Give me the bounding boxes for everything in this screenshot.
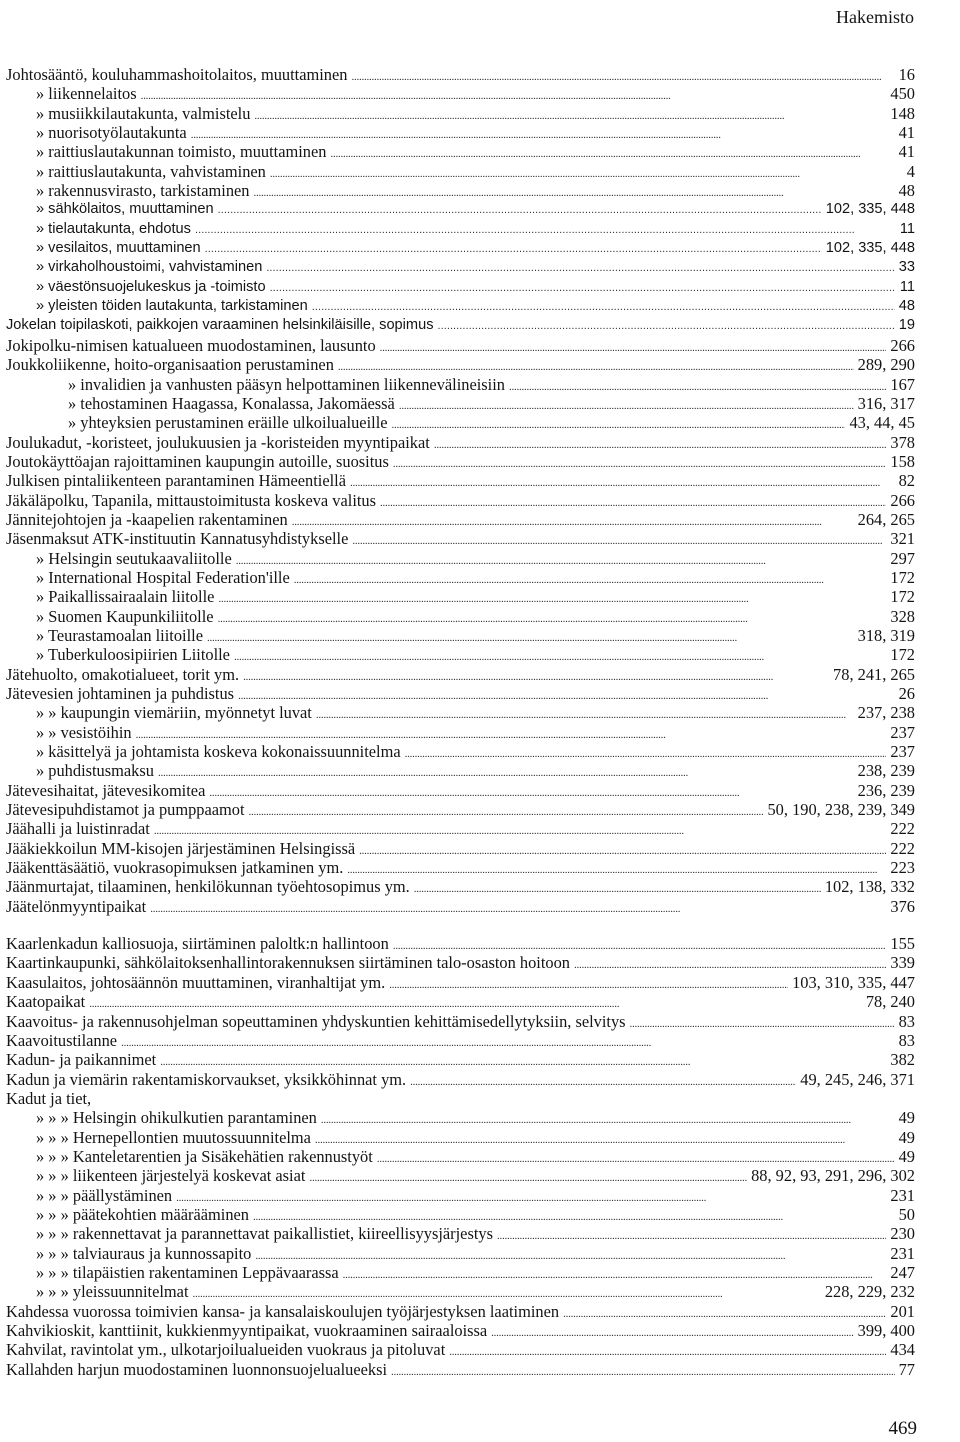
- entry-pages: 77: [898, 1359, 915, 1379]
- index-entry: [6, 587, 915, 606]
- entry-term: Kadun- ja paikannimet: [6, 1050, 157, 1070]
- index-entry: [6, 1186, 915, 1205]
- entry-term: » invalidien ja vanhusten pääsyn helpottaminen liikennevälineisiin: [68, 374, 505, 394]
- index-entry: [6, 703, 915, 722]
- entry-pages: 11: [899, 278, 915, 295]
- entry-pages: 158: [890, 451, 915, 471]
- index-list: [6, 65, 915, 1379]
- entry-pages: 4: [906, 161, 915, 181]
- index-entry: [6, 1263, 915, 1282]
- entry-term: Jokelan toipilaskoti, paikkojen varaaminen helsinkiläisille, sopimus: [6, 317, 434, 334]
- entry-pages: 399, 400: [857, 1321, 915, 1340]
- entry-pages: 50, 190, 238, 239, 349: [767, 800, 915, 820]
- entry-pages: 328: [890, 606, 915, 626]
- index-entry: [6, 413, 915, 432]
- entry-term: Kaarlenkadun kalliosuoja, siirtäminen paloltk:n hallintoon: [6, 934, 389, 954]
- entry-pages: 222: [890, 819, 915, 839]
- index-entry: [6, 1012, 915, 1031]
- entry-pages: 82: [898, 471, 915, 491]
- entry-pages: 236, 239: [857, 780, 915, 800]
- index-entry: [6, 220, 915, 239]
- entry-pages: 172: [890, 567, 915, 587]
- entry-term: Jätevesipuhdistamot ja pumppaamot: [6, 800, 245, 820]
- entry-term: » väestönsuojelukeskus ja -toimisto: [36, 278, 266, 295]
- entry-term: Jätehuolto, omakotialueet, torit ym.: [6, 664, 240, 684]
- entry-pages: 231: [890, 1185, 915, 1205]
- index-entry: [6, 897, 915, 916]
- entry-term: Jääkenttäsäätiö, vuokrasopimuksen jatkaminen ym.: [6, 858, 344, 878]
- entry-term: » nuorisotyölautakunta: [36, 123, 187, 143]
- entry-term: Kaavoitustilanne: [6, 1030, 118, 1050]
- entry-pages: 172: [890, 587, 915, 607]
- index-entry: [6, 491, 915, 510]
- index-entry: [6, 934, 915, 953]
- index-entry: [6, 1050, 915, 1069]
- dot-leader: [218, 200, 822, 220]
- dot-leader: [391, 1360, 895, 1382]
- index-entry: [6, 665, 915, 684]
- entry-term: » rakennusvirasto, tarkistaminen: [36, 181, 250, 201]
- index-group-j: [6, 65, 915, 916]
- entry-term: » virkaholhoustoimi, vahvistaminen: [36, 259, 263, 276]
- entry-term: » yleisten töiden lautakunta, tarkistaminen: [36, 298, 308, 315]
- entry-term: » » kaupungin viemäriin, myönnetyt luvat: [36, 703, 312, 723]
- entry-pages: 49: [898, 1146, 915, 1166]
- index-entry: [6, 471, 915, 490]
- entry-pages: 172: [890, 645, 915, 665]
- entry-term: Kaavoitus- ja rakennusohjelman sopeuttaminen yhdyskuntien kehittämisedellytyksiin, selvitys: [6, 1011, 626, 1031]
- entry-pages: 289, 290: [857, 355, 915, 375]
- index-entry: [6, 819, 915, 838]
- dot-leader: [410, 1070, 796, 1092]
- index-entry: [6, 549, 915, 568]
- index-entry: [6, 355, 915, 374]
- index-entry: [6, 742, 915, 761]
- index-entry: [6, 1205, 915, 1224]
- entry-pages: 378: [890, 432, 915, 452]
- entry-term: Kahdessa vuorossa toimivien kansa- ja kansalaiskoulujen työjärjestyksen laatiminen: [6, 1301, 560, 1321]
- entry-pages: 382: [890, 1050, 915, 1070]
- entry-term: » » » päätekohtien määrääminen: [36, 1204, 249, 1224]
- entry-pages: 238, 239: [857, 761, 915, 781]
- entry-term: » sähkölaitos, muuttaminen: [36, 201, 214, 218]
- entry-term: » Teurastamoalan liitoille: [36, 625, 203, 645]
- index-entry: [6, 278, 915, 297]
- entry-pages: 228, 229, 232: [824, 1282, 915, 1302]
- entry-term: » Suomen Kaupunkiliitolle: [36, 606, 214, 626]
- entry-term: Kaatopaikat: [6, 992, 86, 1012]
- index-entry: [6, 1302, 915, 1321]
- entry-pages: 78, 241, 265: [833, 664, 915, 684]
- dot-leader: [205, 239, 822, 259]
- index-entry: [6, 258, 915, 277]
- entry-pages: 450: [890, 84, 915, 104]
- entry-pages: 33: [898, 259, 915, 276]
- entry-term: Jäsenmaksut ATK-instituutin Kannatusyhdistykselle: [6, 529, 349, 549]
- index-entry: [6, 1166, 915, 1185]
- index-entry: [6, 723, 915, 742]
- index-entry: [6, 297, 915, 316]
- dot-leader: [195, 220, 896, 240]
- index-entry: [6, 1031, 915, 1050]
- index-entry: [6, 684, 915, 703]
- index-entry: [6, 433, 915, 452]
- entry-pages: 316, 317: [857, 393, 915, 413]
- entry-term: Kahvilat, ravintolat ym., ulkotarjoilualueiden vuokraus ja pitoluvat: [6, 1340, 446, 1360]
- entry-pages: 102, 335, 448: [825, 240, 915, 257]
- entry-term: » vesilaitos, muuttaminen: [36, 240, 201, 257]
- entry-pages: 11: [899, 220, 915, 237]
- entry-term: » » » liikenteen järjestelyä koskevat asiat: [36, 1166, 306, 1186]
- entry-term: » » » rakennettavat ja parannettavat paikallistiet, kiireellisyysjärjestys: [36, 1224, 493, 1244]
- index-entry: [6, 1070, 915, 1089]
- entry-term: » Tuberkuloosipiirien Liitolle: [36, 645, 230, 665]
- index-entry: [6, 162, 915, 181]
- index-entry: [6, 781, 915, 800]
- entry-pages: 264, 265: [857, 509, 915, 529]
- entry-term: » » » Hernepellontien muutossuunnitelma: [36, 1127, 311, 1147]
- index-entry: [6, 181, 915, 200]
- entry-pages: 50: [898, 1204, 915, 1224]
- entry-term: Kaasulaitos, johtosäännön muuttaminen, viranhaltijat ym.: [6, 972, 386, 992]
- entry-term: Jäätelönmyyntipaikat: [6, 896, 147, 916]
- entry-term: Jokipolku-nimisen katualueen muodostaminen, lausunto: [6, 335, 376, 355]
- entry-pages: 19: [898, 317, 915, 334]
- entry-pages: 41: [898, 142, 915, 162]
- entry-term: » » » tilapäistien rakentaminen Leppävaarassa: [36, 1262, 339, 1282]
- entry-pages: 41: [898, 123, 915, 143]
- entry-pages: 237: [890, 722, 915, 742]
- index-entry: [6, 375, 915, 394]
- entry-pages: 78, 240: [865, 992, 915, 1012]
- index-entry: [6, 316, 915, 335]
- entry-pages: 222: [890, 838, 915, 858]
- entry-term: Joulukadut, -koristeet, joulukuusien ja -koristeiden myyntipaikat: [6, 432, 430, 452]
- entry-pages: 49: [898, 1127, 915, 1147]
- dot-leader: [270, 278, 896, 298]
- entry-pages: 223: [890, 858, 915, 878]
- index-group-k: [6, 934, 915, 1379]
- entry-term: Kahvikioskit, kanttiinit, kukkienmyyntipaikat, vuokraaminen sairaaloissa: [6, 1321, 488, 1340]
- entry-term: Kadun ja viemärin rakentamiskorvaukset, yksikköhinnat ym.: [6, 1069, 407, 1089]
- entry-pages: 102, 335, 448: [825, 201, 915, 218]
- entry-term: » » » Helsingin ohikulkutien parantaminen: [36, 1108, 317, 1128]
- entry-term: » International Hospital Federation'ille: [36, 567, 290, 587]
- dot-leader: [438, 316, 895, 336]
- index-entry: [6, 953, 915, 972]
- entry-term: Julkisen pintaliikenteen parantaminen Hämeentiellä: [6, 471, 346, 491]
- entry-pages: 26: [898, 684, 915, 703]
- entry-pages: 247: [890, 1262, 915, 1282]
- entry-term: Jännitejohtojen ja -kaapelien rakentaminen: [6, 509, 288, 529]
- entry-term: » tielautakunta, ehdotus: [36, 220, 191, 237]
- entry-pages: 201: [890, 1301, 915, 1321]
- entry-term: Jäähalli ja luistinradat: [6, 819, 150, 839]
- index-entry: [6, 123, 915, 142]
- entry-term: Jäänmurtajat, tilaaminen, henkilökunnan työehtosopimus ym.: [6, 877, 410, 897]
- entry-term: » Helsingin seutukaavaliitolle: [36, 548, 232, 568]
- index-entry: [6, 1108, 915, 1127]
- dot-leader: [312, 297, 895, 317]
- index-entry: [6, 992, 915, 1011]
- entry-pages: 155: [890, 934, 915, 954]
- entry-pages: 103, 310, 335, 447: [792, 972, 915, 992]
- index-entry: [6, 1244, 915, 1263]
- entry-pages: 148: [890, 103, 915, 123]
- index-entry: [6, 1147, 915, 1166]
- index-entry: [6, 800, 915, 819]
- entry-term: » puhdistusmaksu: [36, 761, 154, 781]
- running-header: Hakemisto: [836, 7, 914, 27]
- entry-pages: 376: [890, 896, 915, 916]
- index-entry: [6, 142, 915, 161]
- index-entry: [6, 1360, 915, 1379]
- entry-term: » raittiuslautakunnan toimisto, muuttaminen: [36, 142, 327, 162]
- entry-term: » Paikallissairaalain liitolle: [36, 587, 215, 607]
- index-entry: [6, 1128, 915, 1147]
- index-entry: [6, 84, 915, 103]
- entry-pages: 16: [898, 65, 915, 84]
- entry-term: Kallahden harjun muodostaminen luonnonsuojelualueeksi: [6, 1359, 388, 1379]
- entry-term: » » » Kanteletarentien ja Sisäkehätien rakennustyöt: [36, 1146, 373, 1166]
- entry-pages: 88, 92, 93, 291, 296, 302: [751, 1166, 915, 1186]
- entry-pages: 237: [890, 742, 915, 762]
- index-entry: [6, 65, 915, 84]
- index-entry: [6, 858, 915, 877]
- entry-term: » raittiuslautakunta, vahvistaminen: [36, 161, 266, 181]
- entry-term: » » » talviauraus ja kunnossapito: [36, 1243, 252, 1263]
- entry-pages: 48: [898, 181, 915, 201]
- entry-pages: 48: [898, 298, 915, 315]
- entry-term: » käsittelyä ja johtamista koskeva kokonaissuunnitelma: [36, 742, 401, 762]
- index-entry: [6, 877, 915, 896]
- entry-term: Jätevesihaitat, jätevesikomitea: [6, 780, 206, 800]
- entry-term: » liikennelaitos: [36, 84, 137, 104]
- index-entry: [6, 645, 915, 664]
- entry-term: » » » päällystäminen: [36, 1185, 173, 1205]
- entry-pages: 339: [890, 953, 915, 973]
- dot-leader: [150, 897, 886, 919]
- index-entry: [6, 529, 915, 548]
- index-entry: [6, 973, 915, 992]
- entry-term: » tehostaminen Haagassa, Konalassa, Jakomäessä: [68, 393, 395, 413]
- entry-pages: 266: [890, 490, 915, 510]
- entry-pages: 83: [898, 1030, 915, 1050]
- entry-pages: 266: [890, 335, 915, 355]
- entry-term: Joukkoliikenne, hoito-organisaation perustaminen: [6, 355, 334, 375]
- entry-pages: 102, 138, 332: [824, 877, 915, 897]
- index-entry: [6, 607, 915, 626]
- entry-pages: 237, 238: [857, 703, 915, 723]
- entry-term: Joutokäyttöajan rajoittaminen kaupungin autoille, suositus: [6, 451, 389, 471]
- index-entry: [6, 839, 915, 858]
- entry-term: Jääkiekkoilun MM-kisojen järjestäminen Helsingissä: [6, 838, 356, 858]
- index-entry: [6, 510, 915, 529]
- entry-term: » yhteyksien perustaminen eräille ulkoilualueille: [68, 413, 388, 433]
- entry-pages: 318, 319: [857, 625, 915, 645]
- index-entry: [6, 239, 915, 258]
- entry-pages: 297: [890, 548, 915, 568]
- index-entry: [6, 394, 915, 413]
- entry-pages: 49: [898, 1108, 915, 1128]
- entry-term: Johtosääntö, kouluhammashoitolaitos, muuttaminen: [6, 65, 348, 84]
- entry-term: Kadut ja tiet,: [6, 1088, 92, 1108]
- index-entry: [6, 1282, 915, 1301]
- entry-term: Jäkäläpolku, Tapanila, mittaustoimitusta koskeva valitus: [6, 490, 377, 510]
- index-entry: [6, 1321, 915, 1340]
- entry-term: » » » yleissuunnitelmat: [36, 1282, 189, 1302]
- entry-pages: 434: [890, 1340, 915, 1360]
- dot-leader: [266, 258, 894, 278]
- entry-pages: 167: [890, 374, 915, 394]
- index-entry: [6, 104, 915, 123]
- index-entry: [6, 336, 915, 355]
- index-entry: [6, 626, 915, 645]
- entry-pages: 231: [890, 1243, 915, 1263]
- entry-term: Kaartinkaupunki, sähkölaitoksenhallintorakennuksen siirtäminen talo-osaston hoitoon: [6, 953, 570, 973]
- entry-term: » musiikkilautakunta, valmistelu: [36, 103, 251, 123]
- index-entry: [6, 761, 915, 780]
- entry-pages: 43, 44, 45: [849, 413, 915, 433]
- entry-term: » » vesistöihin: [36, 722, 132, 742]
- index-entry: [6, 1224, 915, 1243]
- index-entry: [6, 200, 915, 219]
- entry-pages: 83: [898, 1011, 915, 1031]
- entry-pages: 321: [890, 529, 915, 549]
- index-entry: [6, 452, 915, 471]
- index-entry: [6, 1340, 915, 1359]
- entry-pages: 230: [890, 1224, 915, 1244]
- entry-term: Jätevesien johtaminen ja puhdistus: [6, 684, 235, 703]
- entry-pages: 49, 245, 246, 371: [800, 1069, 915, 1089]
- page-number: 469: [888, 1418, 917, 1439]
- index-entry: [6, 568, 915, 587]
